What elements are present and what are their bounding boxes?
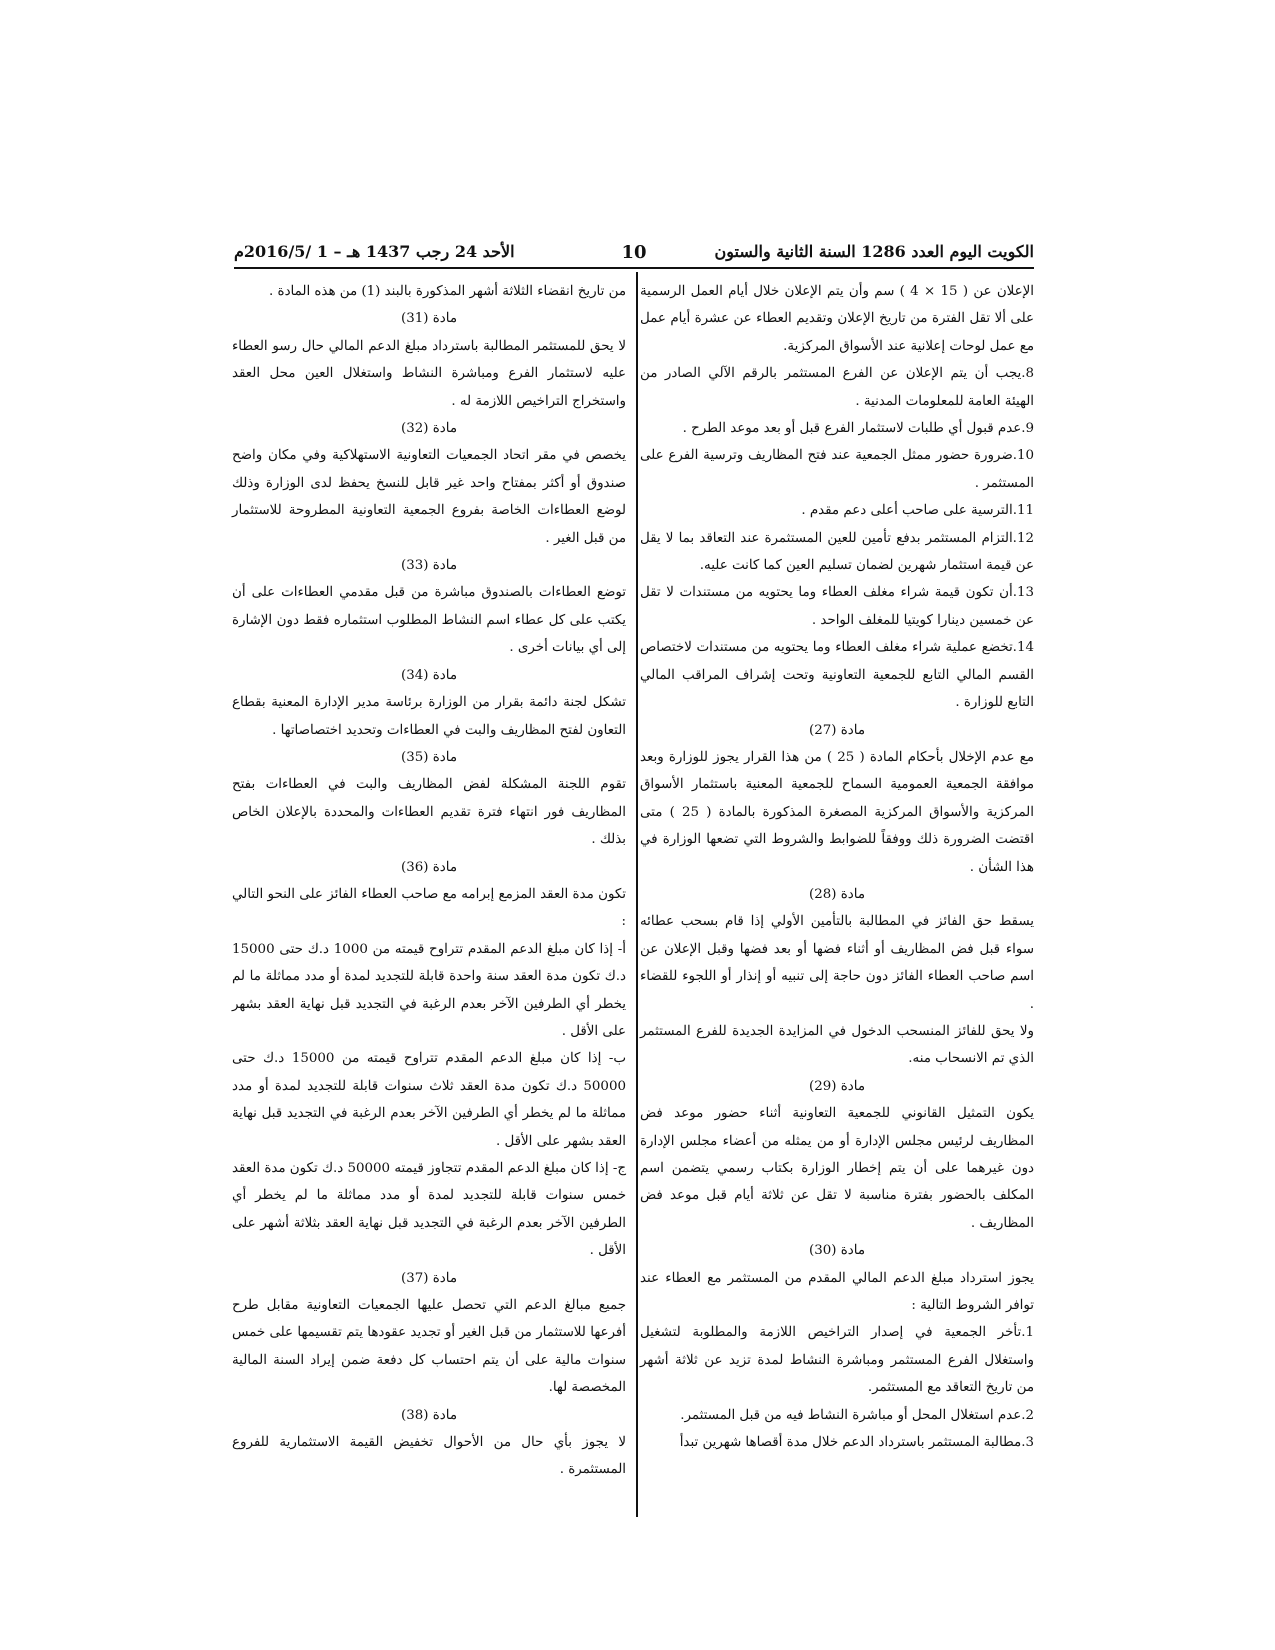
article-heading: مادة (33) bbox=[401, 558, 457, 574]
article-heading: مادة (37) bbox=[401, 1270, 457, 1286]
article-heading: مادة (35) bbox=[401, 749, 457, 765]
article-paragraph: 11.الترسية على صاحب أعلى دعم مقدم . bbox=[801, 503, 1034, 519]
article-paragraph: يجوز استرداد مبلغ الدعم المالي المقدم من المستثمر مع العطاء عند توافر الشروط التالية : bbox=[640, 1270, 1034, 1314]
article-paragraph: 14.تخضع عملية شراء مغلف العطاء وما يحتويه من مستندات لاختصاص القسم المالي التابع للجمعية التعاونية وتحت إشراف المراقب المالي التابع للوزارة . bbox=[640, 640, 1034, 711]
article-paragraph: ولا يحق للفائز المنسحب الدخول في المزايدة الجديدة للفرع المستثمر الذي تم الانسحاب منه. bbox=[640, 1023, 1034, 1067]
article-paragraph: من تاريخ انقضاء الثلاثة أشهر المذكورة بالبند (1) من هذه المادة . bbox=[269, 284, 626, 299]
article-paragraph: تشكل لجنة دائمة بقرار من الوزارة برئاسة مدير الإدارة المعنية بقطاع التعاون لفتح المظاريف والبت في العطاءات وتحديد اختصاصاتها . bbox=[232, 695, 626, 738]
article-paragraph: مع عدم الإخلال بأحكام المادة ( 25 ) من هذا القرار يجوز للوزارة وبعد موافقة الجمعية العمومية السماح للجمعية المعنية باستثمار الأسواق المركزية والأسواق المركزية المصغرة المذكورة بالمادة ( 25 ) متى اقتضت الضرورة ذلك ووفقاً للضوابط والشروط التي تضعها الوزارة في هذا الشأن . bbox=[640, 749, 1034, 875]
article-paragraph: 1.تأخر الجمعية في إصدار التراخيص اللازمة والمطلوبة لتشغيل واستغلال الفرع المستثمر ومباشرة النشاط لمدة تزيد عن ثلاثة أشهر من تاريخ التعاقد مع المستثمر. bbox=[640, 1325, 1034, 1396]
article-paragraph: جميع مبالغ الدعم التي تحصل عليها الجمعيات التعاونية مقابل طرح أفرعها للاستثمار من قبل الغير أو تجديد عقودها يتم تقسيمها على خمس سنوات مالية على أن يتم احتساب كل دفعة ضمن إيراد السنة المالية المخصصة لها. bbox=[232, 1298, 626, 1396]
article-paragraph: يسقط حق الفائز في المطالبة بالتأمين الأولي إذا قام بسحب عطائه سواء قبل فض المظاريف أو أثناء فضها أو بعد فضها وقبل الإعلان عن اسم صاحب العطاء الفائز دون حاجة إلى تنبيه أو إنذار أو اللجوء للقضاء . bbox=[640, 914, 1034, 1012]
article-heading: مادة (32) bbox=[401, 421, 457, 437]
article-heading: مادة (36) bbox=[401, 859, 457, 875]
article-paragraph: لا يجوز بأي حال من الأحوال تخفيض القيمة الاستثمارية للفروع المستثمرة . bbox=[232, 1435, 626, 1478]
article-heading: مادة (31) bbox=[401, 311, 457, 327]
article-paragraph: الإعلان عن ( 15 × 4 ) سم وأن يتم الإعلان خلال أيام العمل الرسمية على ألا تقل الفترة من تاريخ الإعلان وتقديم العطاء عن عشرة أيام عمل مع عمل لوحات إعلانية عند الأسواق المركزية. bbox=[640, 284, 1034, 354]
article-paragraph: 12.التزام المستثمر بدفع تأمين للعين المستثمرة عند التعاقد بما لا يقل عن قيمة استثمار شهرين لضمان تسليم العين كما كانت عليه. bbox=[640, 530, 1034, 574]
article-paragraph: يكون التمثيل القانوني للجمعية التعاونية أثناء حضور موعد فض المظاريف لرئيس مجلس الإدارة أو من يمثله من أعضاء مجلس الإدارة دون غيرهما على أن يتم إخطار الوزارة بكتاب رسمي يتضمن اسم المكلف بالحضور بفترة مناسبة لا تقل عن ثلاثة أيام قبل موعد فض المظاريف . bbox=[640, 1106, 1034, 1231]
article-paragraph: 10.ضرورة حضور ممثل الجمعية عند فتح المظاريف وترسية الفرع على المستثمر . bbox=[640, 448, 1034, 491]
article-paragraph: 9.عدم قبول أي طلبات لاستثمار الفرع قبل أو بعد موعد الطرح . bbox=[682, 421, 1034, 437]
article-paragraph: ج- إذا كان مبلغ الدعم المقدم تتجاوز قيمته 50000 د.ك تكون مدة العقد خمس سنوات قابلة للتجديد لمدة أو مدد مماثلة ما لم يخطر أي الطرفين الآخر بعدم الرغبة في التجديد قبل نهاية العقد بثلاثة أشهر على الأقل . bbox=[232, 1161, 626, 1259]
article-paragraph: تقوم اللجنة المشكلة لفض المظاريف والبت في العطاءات بفتح المظاريف فور انتهاء فترة تقديم العطاءات والمحددة بالإعلان الخاص بذلك . bbox=[232, 777, 626, 848]
publication-info: الكويت اليوم العدد 1286 السنة الثانية والستون bbox=[714, 242, 1034, 261]
article-heading: مادة (29) bbox=[809, 1078, 865, 1094]
column-divider bbox=[636, 272, 638, 1517]
page-number: 10 bbox=[621, 242, 647, 263]
article-paragraph: يخصص في مقر اتحاد الجمعيات التعاونية الاستهلاكية وفي مكان واضح صندوق أو أكثر بمفتاح واحد غير قابل للنسخ يحفظ لدى الوزارة وذلك لوضع العطاءات الخاصة بفروع الجمعية التعاونية المطروحة للاستثمار من قبل الغير . bbox=[232, 448, 626, 546]
article-paragraph: 8.يجب أن يتم الإعلان عن الفرع المستثمر بالرقم الآلي الصادر من الهيئة العامة للمعلومات المدنية . bbox=[640, 366, 1034, 409]
article-paragraph: توضع العطاءات بالصندوق مباشرة من قبل مقدمي العطاءات على أن يكتب على كل عطاء اسم النشاط المطلوب استثماره فقط دون الإشارة إلى أي بيانات أخرى . bbox=[232, 585, 626, 656]
article-paragraph: لا يحق للمستثمر المطالبة باسترداد مبلغ الدعم المالي حال رسو العطاء عليه لاستثمار الفرع ومباشرة النشاط واستغلال العين محل العقد واستخراج التراخيص اللازمة له . bbox=[232, 338, 626, 409]
issue-date: الأحد 24 رجب 1437 هـ – 1 /2016/5م bbox=[234, 242, 515, 261]
article-heading: مادة (38) bbox=[401, 1407, 457, 1423]
article-paragraph: 2.عدم استغلال المحل أو مباشرة النشاط فيه من قبل المستثمر. bbox=[680, 1407, 1034, 1423]
right-column bbox=[640, 278, 1034, 1456]
header-rule bbox=[234, 267, 1034, 269]
article-heading: مادة (27) bbox=[809, 722, 865, 738]
page-header bbox=[234, 242, 1034, 266]
article-heading: مادة (28) bbox=[809, 886, 865, 902]
article-paragraph: 3.مطالبة المستثمر باسترداد الدعم خلال مدة أقصاها شهرين تبدأ bbox=[679, 1435, 1034, 1451]
article-paragraph: 13.أن تكون قيمة شراء مغلف العطاء وما يحتويه من مستندات لا تقل عن خمسين دينارا كويتيا للمغلف الواحد . bbox=[640, 585, 1034, 628]
article-paragraph: تكون مدة العقد المزمع إبرامه مع صاحب العطاء الفائز على النحو التالي : bbox=[232, 886, 626, 930]
article-paragraph: أ- إذا كان مبلغ الدعم المقدم تتراوح قيمته من 1000 د.ك حتى 15000 د.ك تكون مدة العقد سنة واحدة قابلة للتجديد لمدة أو مدد مماثلة ما لم يخطر أي الطرفين الآخر بعدم الرغبة في التجديد قبل نهاية العقد بشهر على الأقل . bbox=[232, 941, 626, 1039]
article-heading: مادة (34) bbox=[401, 667, 457, 683]
article-paragraph: ب- إذا كان مبلغ الدعم المقدم تتراوح قيمته من 15000 د.ك حتى 50000 د.ك تكون مدة العقد ثلاث سنوات قابلة للتجديد لمدة أو مدد مماثلة ما لم يخطر أي الطرفين الآخر بعدم الرغبة في التجديد قبل نهاية العقد بشهر على الأقل . bbox=[232, 1051, 627, 1149]
article-heading: مادة (30) bbox=[809, 1243, 865, 1259]
left-column bbox=[232, 278, 626, 1484]
